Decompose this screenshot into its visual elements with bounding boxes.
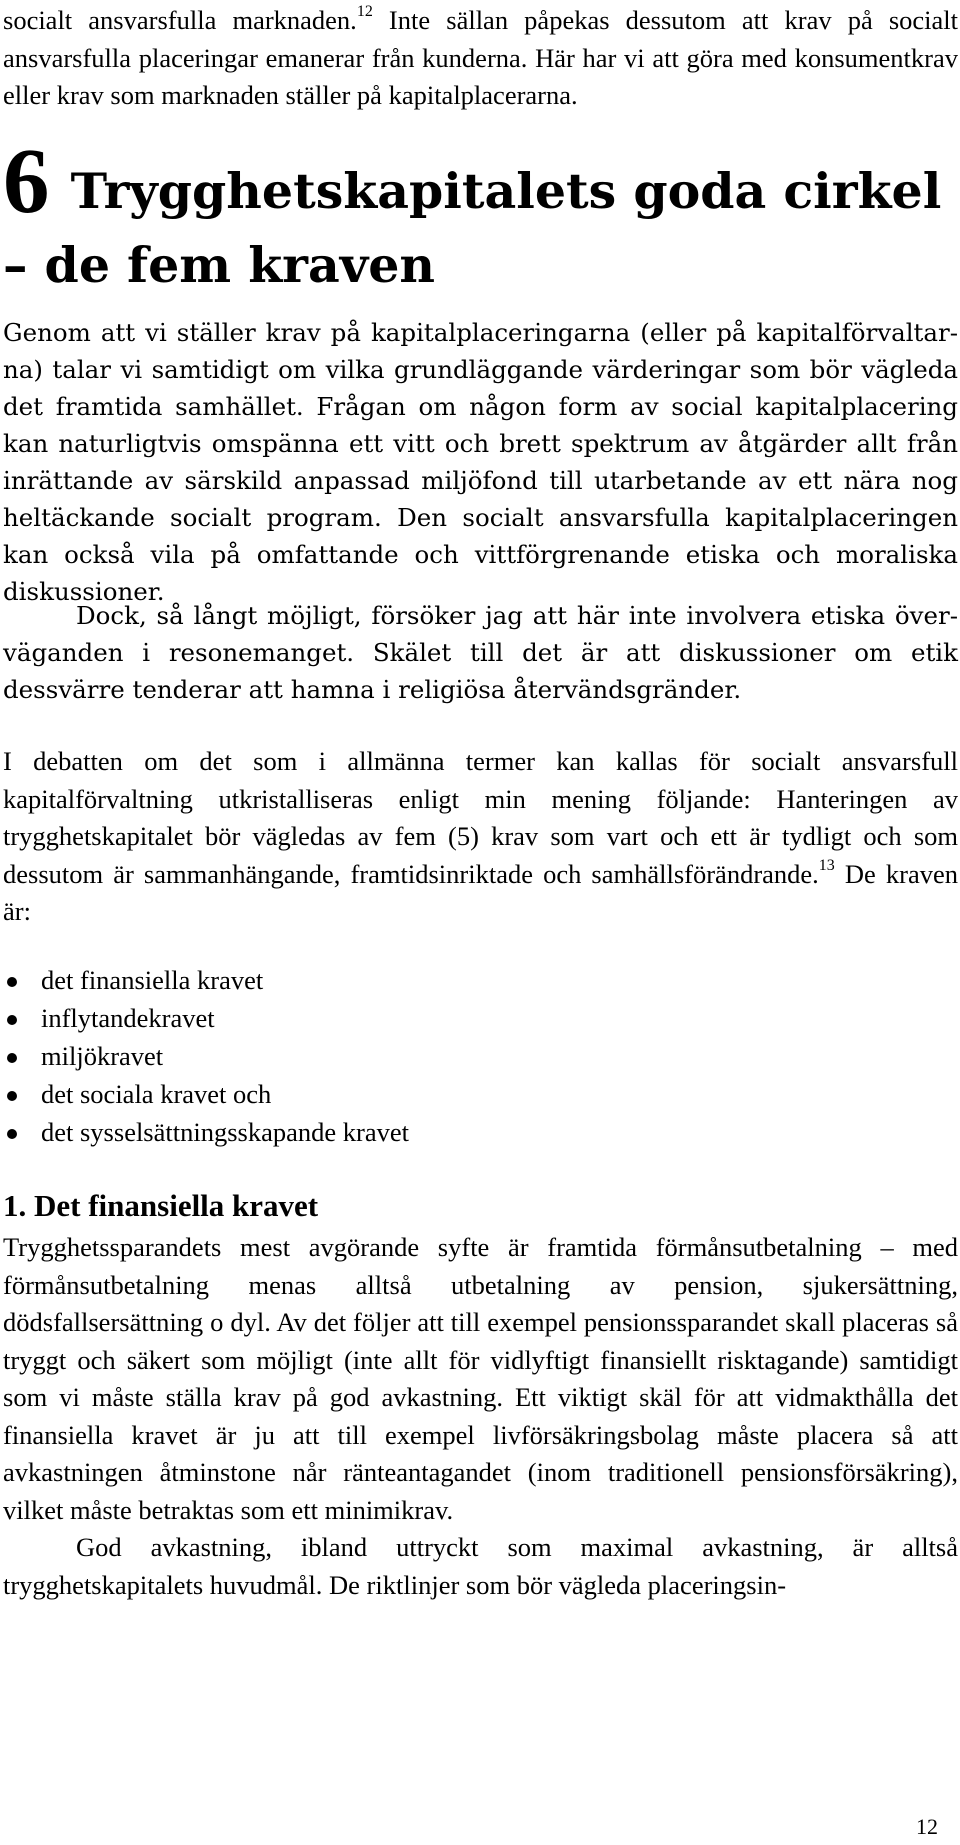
chapter-number: 6	[3, 130, 50, 233]
list-item	[3, 1037, 703, 1075]
intro-text-end: Inte sällan påpekas dessutom att krav på socialt ansvarsfulla placeringar emanerar från kunderna. Här har vi att göra med konsumentkrav eller krav som marknaden ställer på kapitalplacerarna.	[3, 5, 959, 110]
list-item	[3, 1113, 703, 1151]
page-number: 12	[916, 1814, 938, 1839]
chapter-title: Trygghetskapitalets goda cirkel – de fem kraven	[3, 162, 942, 294]
bullet-icon	[7, 1129, 17, 1139]
list-item	[3, 1075, 703, 1113]
intro-paragraph	[3, 2, 958, 115]
footnote-reference: 13	[818, 856, 835, 874]
list-item-label: det finansiella kravet	[41, 965, 264, 995]
requirements-list	[3, 961, 703, 1151]
section-paragraph: God avkastning, ibland uttryckt som maximal avkastning, är alltså trygghetskapitalets huvudmål. De riktlinjer som bör vägleda placeringsin-	[3, 1532, 958, 1600]
list-item-label: det sysselsättningsskapande kravet	[41, 1117, 409, 1147]
bullet-icon	[7, 1015, 17, 1025]
list-item-label: inflytandekravet	[41, 1003, 215, 1033]
bullet-icon	[7, 977, 17, 987]
chapter-heading	[3, 130, 958, 302]
list-item-label: det sociala kravet och	[41, 1079, 272, 1109]
chapter-paragraph: Genom att vi ställer krav på kapitalplaceringarna (eller på kapitalförvaltarna) talar vi samtidigt om vilka grundläggande värderingar som bör vägleda det framtida samhället. Frågan om någon form av social kapitalplacering kan naturligtvis omspänna ett vitt och brett spektrum av åtgärder allt från inrättande av särskild anpassad miljöfond till utarbetande av ett nära nog heltäckande socialt program. Den socialt ansvarsfulla kapitalplaceringen kan också vila på omfattande och vittförgrenande etiska och moraliska diskussioner.	[3, 318, 958, 606]
list-item	[3, 961, 703, 999]
bullet-icon	[7, 1091, 17, 1101]
intro-text-start: socialt ansvarsfulla marknaden.	[3, 5, 357, 35]
list-item	[3, 999, 703, 1037]
list-item-label: miljökravet	[41, 1041, 164, 1071]
debate-text-end: De kraven är:	[3, 858, 958, 926]
section-paragraph: Trygghetssparandets mest avgörande syfte är framtida förmånsutbetalning – med förmånsutbetalning menas alltså utbetalning av pension, sjukersättning, dödsfallsersättning o dyl. Av det följer att till exempel pensionssparandet skall placeras så tryggt och säkert som möjligt (inte allt för vidlyftigt finansiellt risktagande) samtidigt som vi måste ställa krav på god avkastning. Ett viktigt skäl för att vidmakthålla det finansiella kravet är ju att till exempel livförsäkringsbolag måste placera så att avkastningen åtminstone når ränteantagandet (inom traditionell pensionsförsäkring), vilket måste betraktas som ett minimikrav.	[3, 1232, 958, 1525]
footnote-reference: 12	[356, 3, 373, 20]
debate-paragraph	[3, 743, 958, 931]
debate-text-start: I debatten om det som i allmänna termer kan kallas för socialt ansvarsfull kapitalförvaltning utkristalliseras enligt min mening följande: Hanteringen av trygghetskapitalet bör vägledas av fem (5) krav som vart och ett är tydligt och som dessutom är sammanhängande, framtidsinriktade och samhällsförändrande.	[3, 746, 958, 889]
chapter-paragraph: Dock, så långt möjligt, försöker jag att här inte involvera etiska överväganden i resonemanget. Skälet till det är att diskussioner om etik dessvärre tenderar att hamna i religiösa återvändsgränder.	[3, 601, 958, 704]
section-heading: 1. Det finansiella kravet	[3, 1188, 319, 1223]
document-page	[3, 0, 958, 1845]
bullet-icon	[7, 1053, 17, 1063]
